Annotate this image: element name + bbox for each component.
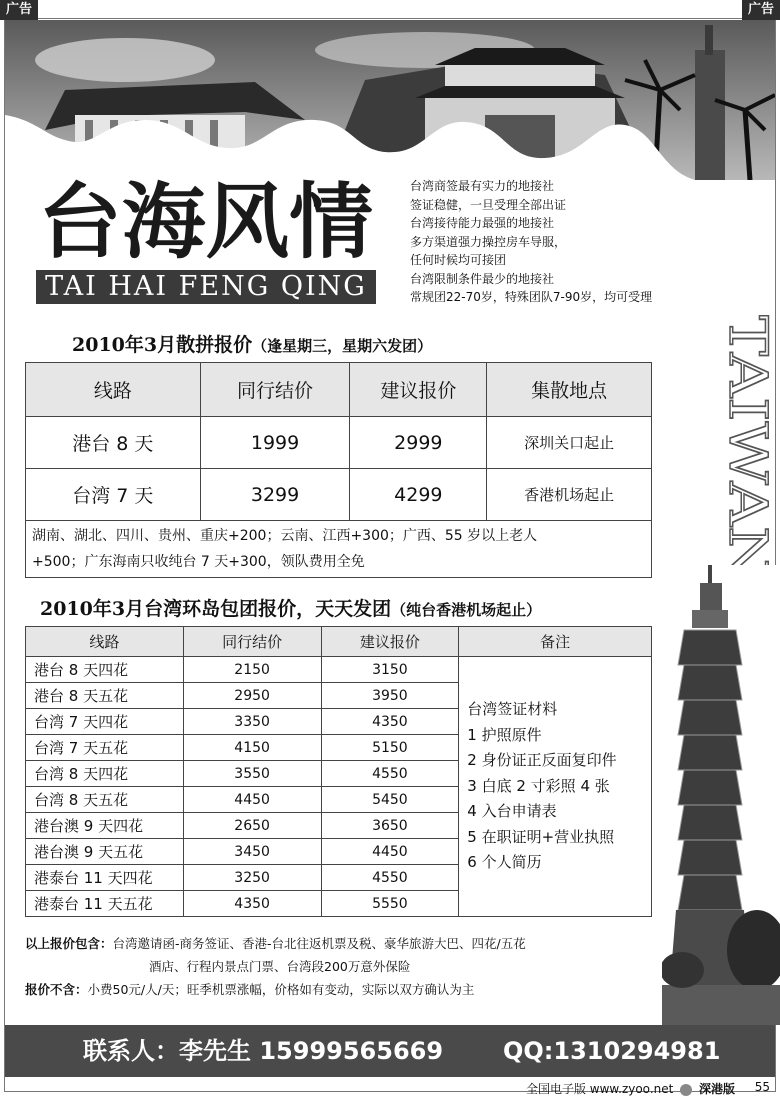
remark-line: 6 个人简历 (467, 853, 542, 872)
peer-price-cell: 3550 (183, 761, 321, 787)
remark-line: 台湾签证材料 (467, 700, 558, 719)
peer-price-cell: 3350 (183, 709, 321, 735)
remark-line: 4 入台申请表 (467, 802, 557, 821)
feature-line: 多方渠道强力操控房车导服， (410, 234, 567, 249)
page-number: 55 (754, 1080, 770, 1094)
suggested-price-cell: 4299 (350, 469, 487, 521)
suggested-price-cell: 4550 (321, 865, 459, 891)
section1-title-note: （逢星期三，星期六发团） (252, 337, 433, 355)
contact-bar (5, 1025, 775, 1077)
column-header: 线路 (26, 627, 184, 657)
edition-logo-icon (680, 1084, 692, 1096)
meeting-place-cell: 香港机场起止 (487, 469, 652, 521)
visa-materials-cell (459, 657, 652, 917)
route-cell: 台湾 7 天 (26, 469, 201, 521)
table-header-row (26, 363, 652, 417)
brand-logo-chinese (38, 160, 378, 268)
scattered-tour-price-table (25, 362, 652, 578)
remark-line: 2 身份证正反面复印件 (467, 751, 617, 770)
suggested-price-cell: 4350 (321, 709, 459, 735)
excludes-line (25, 978, 653, 1001)
surcharge-note-line: +500；广东海南只收纯台 7 天+300，领队费用全免 (32, 554, 365, 570)
price-terms (25, 932, 653, 1001)
route-cell: 港台 8 天五花 (26, 683, 184, 709)
feature-line: 签证稳健，一旦受理全部出证 (410, 197, 567, 212)
table-header-row (26, 627, 652, 657)
surcharge-note-row (26, 521, 652, 578)
feature-line: 台湾接待能力最强的地接社 (410, 216, 555, 230)
brand-logo-text: 台海风情 (38, 174, 373, 268)
column-header: 建议报价 (350, 363, 487, 417)
table-row (26, 657, 652, 683)
section2-title-note: （纯台香港机场起止） (391, 601, 542, 619)
suggested-price-cell: 2999 (350, 417, 487, 469)
contact-qq: QQ:1310294981 (503, 1037, 721, 1065)
edition-text: 全国电子版 www.zyoo.net (525, 1082, 674, 1096)
includes-line (25, 932, 653, 955)
remark-line: 1 护照原件 (467, 725, 542, 744)
includes-line-2: 酒店、行程内景点门票、台湾段200万意外保险 (149, 959, 411, 974)
edition-brand: 深港版 (698, 1082, 735, 1096)
section1-title (72, 330, 432, 357)
surcharge-note-cell (26, 521, 652, 578)
section2-title (40, 594, 541, 621)
excludes-label: 报价不含： (25, 982, 88, 997)
footer (526, 1080, 735, 1097)
taiwan-vertical-word (716, 315, 776, 585)
route-cell: 港台澳 9 天四花 (26, 813, 184, 839)
features-list (410, 177, 652, 307)
peer-price-cell: 4150 (183, 735, 321, 761)
peer-price-cell: 2950 (183, 683, 321, 709)
surcharge-note-line: 湖南、湖北、四川、贵州、重庆+200；云南、江西+300；广西、55 岁以上老人 (32, 528, 538, 544)
peer-price-cell: 1999 (200, 417, 350, 469)
column-header: 线路 (26, 363, 201, 417)
remark-line: 3 白底 2 寸彩照 4 张 (467, 776, 610, 795)
excludes-text: 小费50元/人/天；旺季机票涨幅，价格如有变动，实际以双方确认为主 (87, 982, 475, 997)
section2-title-text: 2010年3月台湾环岛包团报价，天天发团 (40, 598, 392, 620)
route-cell: 港台澳 9 天五花 (26, 839, 184, 865)
ad-label-left: 广告 (0, 0, 38, 20)
brand-latin-title: TAI HAI FENG QING (36, 270, 376, 304)
route-cell: 港泰台 11 天四花 (26, 865, 184, 891)
remark-line: 5 在职证明+营业执照 (467, 827, 615, 846)
suggested-price-cell: 5450 (321, 787, 459, 813)
section1-title-text: 2010年3月散拼报价 (72, 334, 253, 356)
peer-price-cell: 3299 (200, 469, 350, 521)
route-cell: 港泰台 11 天五花 (26, 891, 184, 917)
table-row (26, 417, 652, 469)
feature-line: 常规团22-70岁，特殊团队7-90岁，均可受理 (410, 290, 653, 304)
column-header: 建议报价 (321, 627, 459, 657)
suggested-price-cell: 3650 (321, 813, 459, 839)
contact-person: 联系人：李先生 15999565669 (83, 1037, 444, 1065)
feature-line: 台湾商签最有实力的地接社 (410, 179, 555, 193)
column-header: 同行结价 (183, 627, 321, 657)
route-cell: 台湾 7 天五花 (26, 735, 184, 761)
banner-photo (5, 20, 775, 180)
peer-price-cell: 4350 (183, 891, 321, 917)
taipei-101-photo (662, 565, 780, 1025)
suggested-price-cell: 3150 (321, 657, 459, 683)
includes-label: 以上报价包含： (25, 936, 113, 951)
peer-price-cell: 2150 (183, 657, 321, 683)
route-cell: 港台 8 天四花 (26, 657, 184, 683)
includes-text: 台湾邀请函-商务签证、香港-台北往返机票及税、豪华旅游大巴、四花/五花 (112, 936, 526, 951)
column-header: 同行结价 (200, 363, 350, 417)
suggested-price-cell: 4450 (321, 839, 459, 865)
table-row (26, 469, 652, 521)
ad-label-right: 广告 (742, 0, 780, 20)
route-cell: 台湾 7 天四花 (26, 709, 184, 735)
round-island-price-table (25, 626, 652, 917)
peer-price-cell: 2650 (183, 813, 321, 839)
route-cell: 港台 8 天 (26, 417, 201, 469)
column-header: 备注 (459, 627, 652, 657)
suggested-price-cell: 5150 (321, 735, 459, 761)
suggested-price-cell: 5550 (321, 891, 459, 917)
peer-price-cell: 3250 (183, 865, 321, 891)
meeting-place-cell: 深圳关口起止 (487, 417, 652, 469)
column-header: 集散地点 (487, 363, 652, 417)
taiwan-word-text: TAIWAN (717, 315, 776, 539)
suggested-price-cell: 3950 (321, 683, 459, 709)
feature-line: 任何时候均可接团 (410, 253, 507, 267)
peer-price-cell: 4450 (183, 787, 321, 813)
route-cell: 台湾 8 天四花 (26, 761, 184, 787)
feature-line: 台湾限制条件最少的地接社 (410, 271, 555, 286)
route-cell: 台湾 8 天五花 (26, 787, 184, 813)
suggested-price-cell: 4550 (321, 761, 459, 787)
peer-price-cell: 3450 (183, 839, 321, 865)
